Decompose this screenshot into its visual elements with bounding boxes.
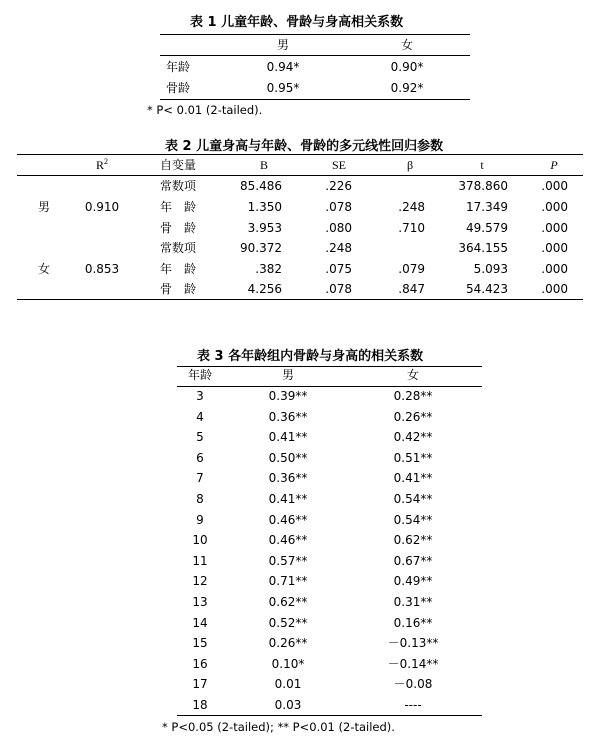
table3-male: 0.41** [268,430,308,444]
table2-cell: 49.579 [466,221,508,235]
table1-note: * P< 0.01 (2-tailed). [147,103,263,117]
table2-header-var: 自变量 [160,158,197,172]
table3-age: 5 [196,430,204,444]
table3-female: 0.41** [393,471,433,485]
table2-header-r2: $R^2$ [95,157,109,172]
table2-cell: .075 [325,262,352,276]
table3-bottom-rule [177,715,482,716]
table2-header-beta: β [406,158,414,172]
table3-age: 3 [196,389,204,403]
table2-cell: .710 [398,221,425,235]
table2-r2-male: 0.910 [84,200,120,214]
table2-cell: .080 [325,221,352,235]
table3-top-rule [177,366,482,367]
table2-cell: .000 [541,221,568,235]
table3-age: 16 [192,657,208,671]
table1-cell: 0.94* [266,60,300,74]
table1-top-rule [160,34,470,35]
table2-cell: .078 [325,282,352,296]
table2-cell: .248 [325,241,352,255]
table2-bottom-rule [17,299,583,300]
table1-header-rule [160,55,470,56]
table3-age: 15 [192,636,208,650]
table1-cell: 0.92* [390,81,424,95]
table2-cell: .000 [541,200,568,214]
table2-header-se: SE [331,158,347,172]
table3-female: 0.31** [393,595,433,609]
table2-cell: 1.350 [247,200,282,214]
table2-top-rule [17,154,583,155]
table3-age: 10 [192,533,208,547]
table2-cell: .847 [398,282,425,296]
table3-male: 0.46** [268,533,308,547]
table3-age: 11 [192,554,208,568]
table3-age: 12 [192,574,208,588]
table3-male: 0.01 [274,677,302,691]
table2-cell: 3.953 [247,221,282,235]
table3-header-age: 年龄 [187,368,213,382]
table3-female: 0.54** [393,492,433,506]
table3-age: 14 [192,616,208,630]
table2-cell: .226 [325,179,352,193]
table3-male: 0.52** [268,616,308,630]
table2-cell: 378.860 [458,179,508,193]
table2-var: 年 龄 [160,200,197,214]
table2-cell: 54.423 [466,282,508,296]
table3-female: 0.49** [393,574,433,588]
table1-cell: 0.90* [390,60,424,74]
table3-male: 0.03 [274,698,302,712]
table3-female: ---- [404,698,422,712]
table3-male: 0.50** [268,451,308,465]
table3-header-female: 女 [406,368,420,382]
table2-cell: .248 [398,200,425,214]
table3-age: 8 [196,492,204,506]
table3-age: 17 [192,677,208,691]
table1-title: 表 1 儿童年龄、骨龄与身高相关系数 [190,15,404,30]
table2-var: 年 龄 [160,262,197,276]
table1-header-male: 男 [276,38,290,52]
table3-female: －0.08 [393,677,433,691]
table2-r2-female: 0.853 [84,262,120,276]
table3-note: * P<0.05 (2-tailed); ** P<0.01 (2-tailed). [162,720,395,734]
table2-header-t: t [480,158,484,172]
table2-sex-male: 男 [37,200,51,214]
table3-header-rule [177,386,482,387]
table3-female: 0.67** [393,554,433,568]
table3-female: 0.16** [393,616,433,630]
table2-cell: .000 [541,282,568,296]
table1-row-label: 骨龄 [166,81,191,95]
table3-male: 0.62** [268,595,308,609]
table3-female: 0.51** [393,451,433,465]
table3-male: 0.71** [268,574,308,588]
table3-header-male: 男 [281,368,295,382]
table3-age: 4 [196,410,204,424]
table2-sex-female: 女 [37,262,51,276]
table3-female: 0.26** [393,410,433,424]
table3-female: 0.62** [393,533,433,547]
table3-male: 0.26** [268,636,308,650]
table2-var: 常数项 [160,179,197,193]
table2-var: 常数项 [160,241,197,255]
table3-female: 0.28** [393,389,433,403]
table2-cell: 17.349 [466,200,508,214]
table3-male: 0.36** [268,410,308,424]
table2-title: 表 2 儿童身高与年龄、骨龄的多元线性回归参数 [165,139,444,154]
table2-cell: 90.372 [240,241,282,255]
table3-age: 6 [196,451,204,465]
table3-title: 表 3 各年龄组内骨龄与身高的相关系数 [197,349,424,364]
table3-age: 7 [196,471,204,485]
table2-cell: .079 [398,262,425,276]
table2-cell: .382 [255,262,282,276]
table1-row-label: 年龄 [166,60,191,74]
table3-female: 0.54** [393,513,433,527]
table3-age: 9 [196,513,204,527]
table3-male: 0.46** [268,513,308,527]
table2-header-rule [17,175,583,176]
table1-header-female: 女 [400,38,414,52]
table2-cell: .000 [541,179,568,193]
table3-male: 0.39** [268,389,308,403]
table1-bottom-rule [160,99,470,100]
table2-header-b: B [259,158,269,172]
table3-age: 18 [192,698,208,712]
table2-cell: 364.155 [458,241,508,255]
table2-cell: .078 [325,200,352,214]
table3-male: 0.10* [271,657,305,671]
table2-cell: .000 [541,262,568,276]
table2-header-p: P [550,158,558,172]
table2-var: 骨 龄 [160,282,197,296]
table3-female: 0.42** [393,430,433,444]
table3-female: －0.14** [387,657,439,671]
table2-cell: 5.093 [473,262,508,276]
table3-male: 0.36** [268,471,308,485]
table3-age: 13 [192,595,208,609]
table2-cell: .000 [541,241,568,255]
table1-cell: 0.95* [266,81,300,95]
table2-var: 骨 龄 [160,221,197,235]
table2-cell: 85.486 [240,179,282,193]
table2-cell: 4.256 [247,282,282,296]
table3-female: －0.13** [387,636,439,650]
table3-male: 0.41** [268,492,308,506]
table3-male: 0.57** [268,554,308,568]
